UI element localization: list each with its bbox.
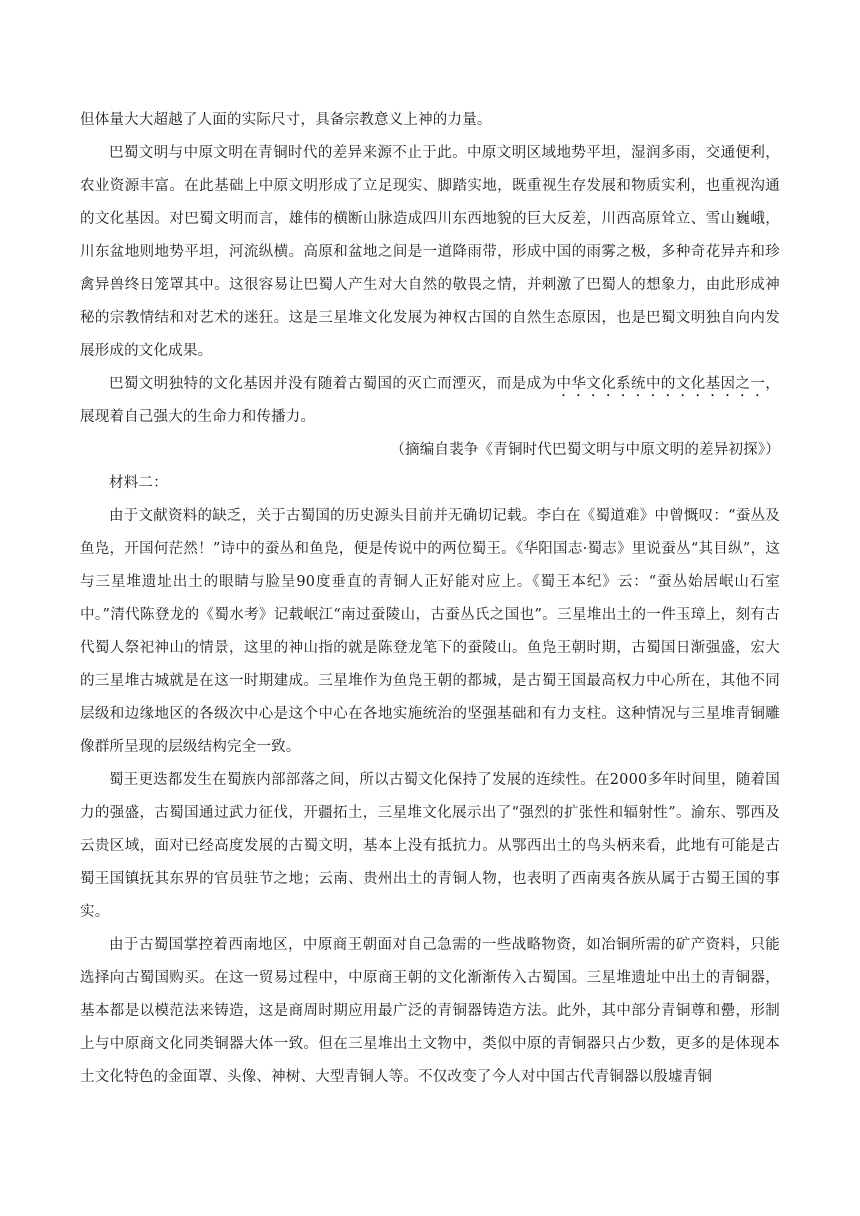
paragraph-4: 由于文献资料的缺乏，关于古蜀国的历史源头目前并无确切记载。李白在《蜀道难》中曾慨叹：“蚕丛及鱼凫，开国何茫然！”诗中的蚕丛和鱼凫，便是传说中的两位蜀王。《华阳国志·蜀志》里说蚕丛“其目纵”，这与三星堆遗址出土的眼睛与脸呈90度垂直的青铜人正好能对应上。《蜀王本纪》云：“蚕丛始居岷山石室中。”清代陈登龙的《蜀水考》记载岷江“南过蚕陵山，古蚕丛氏之国也”。三星堆出土的一件玉璋上，刻有古代蜀人祭祀神山的情景，这里的神山指的就是陈登龙笔下的蚕陵山。鱼凫王朝时期，古蜀国日渐强盛，宏大的三星堆古城就是在这一时期建成。三星堆作为鱼凫王朝的都城，是古蜀王国最高权力中心所在，其他不同层级和边缘地区的各级次中心是这个中心在各地实施统治的坚强基础和有力支柱。这种情况与三星堆青铜雕像群所呈现的层级结构完全一致。 [80, 508, 780, 755]
paragraph-2: 巴蜀文明与中原文明在青铜时代的差异来源不止于此。中原文明区域地势平坦，湿润多雨，交通便利，农业资源丰富。在此基础上中原文明形成了立足现实、脚踏实地，既重视生存发展和物质实利，也重视沟通的文化基因。对巴蜀文明而言，雄伟的横断山脉造成四川东西地貌的巨大反差，川西高原耸立、雪山巍峨，川东盆地则地势平坦，河流纵横。高原和盆地之间是一道降雨带，形成中国的雨雾之极，多种奇花异卉和珍禽异兽终日笼罩其中。这很容易让巴蜀人产生对大自然的敬畏之情，并刺激了巴蜀人的想象力，由此形成神秘的宗教情结和对艺术的迷狂。这是三星堆文化发展为神权古国的自然生态原因，也是巴蜀文明独自向内发展形成的文化成果。 [80, 145, 780, 359]
document-page [80, 104, 780, 1094]
paragraph-6: 由于古蜀国掌控着西南地区，中原商王朝面对自己急需的一些战略物资，如冶铜所需的矿产资料，只能选择向古蜀国购买。在这一贸易过程中，中原商王朝的文化渐渐传入古蜀国。三星堆遗址中出土的青铜器，基本都是以模范法来铸造，这是商周时期应用最广泛的青铜器铸造方法。此外，其中部分青铜尊和罍，形制上与中原商文化同类铜器大体一致。但在三星堆出土文物中，类似中原的青铜器只占少数，更多的是体现本土文化特色的金面罩、头像、神树、大型青铜人等。不仅改变了今人对中国古代青铜器以殷墟青铜 [80, 937, 780, 1085]
paragraph-3-end: ，展现着自己强大的生命力和传播力。 [80, 376, 780, 425]
paragraph-1: 但体量大大超越了人面的实际尺寸，具备宗教意义上神的力量。 [80, 112, 492, 128]
paragraph-5: 蜀王更迭都发生在蜀族内部部落之间，所以古蜀文化保持了发展的连续性。在2000多年时间里，随着国力的强盛，古蜀国通过武力征伐，开疆拓土，三星堆文化展示出了“强烈的扩张性和辐射性”。渝东、鄂西及云贵区域，面对已经高度发展的古蜀文明，基本上没有抵抗力。从鄂西出土的鸟头柄来看，此地有可能是古蜀王国镇抚其东界的官员驻节之地；云南、贵州出土的青铜人物，也表明了西南夷各族从属于古蜀王国的事实。 [80, 772, 780, 920]
paragraph-3-start: 巴蜀文明独特的文化基因并没有随着古蜀国的灭亡而湮灭，而是成为 [109, 376, 557, 392]
paragraph-3 [80, 368, 780, 434]
emphasized-phrase: 中华文化系统中的文化基因之一 [556, 376, 766, 392]
source-citation: （摘编自裴争《青铜时代巴蜀文明与中原文明的差异初探》） [390, 442, 780, 458]
material-2-heading: 材料二： [109, 475, 168, 491]
